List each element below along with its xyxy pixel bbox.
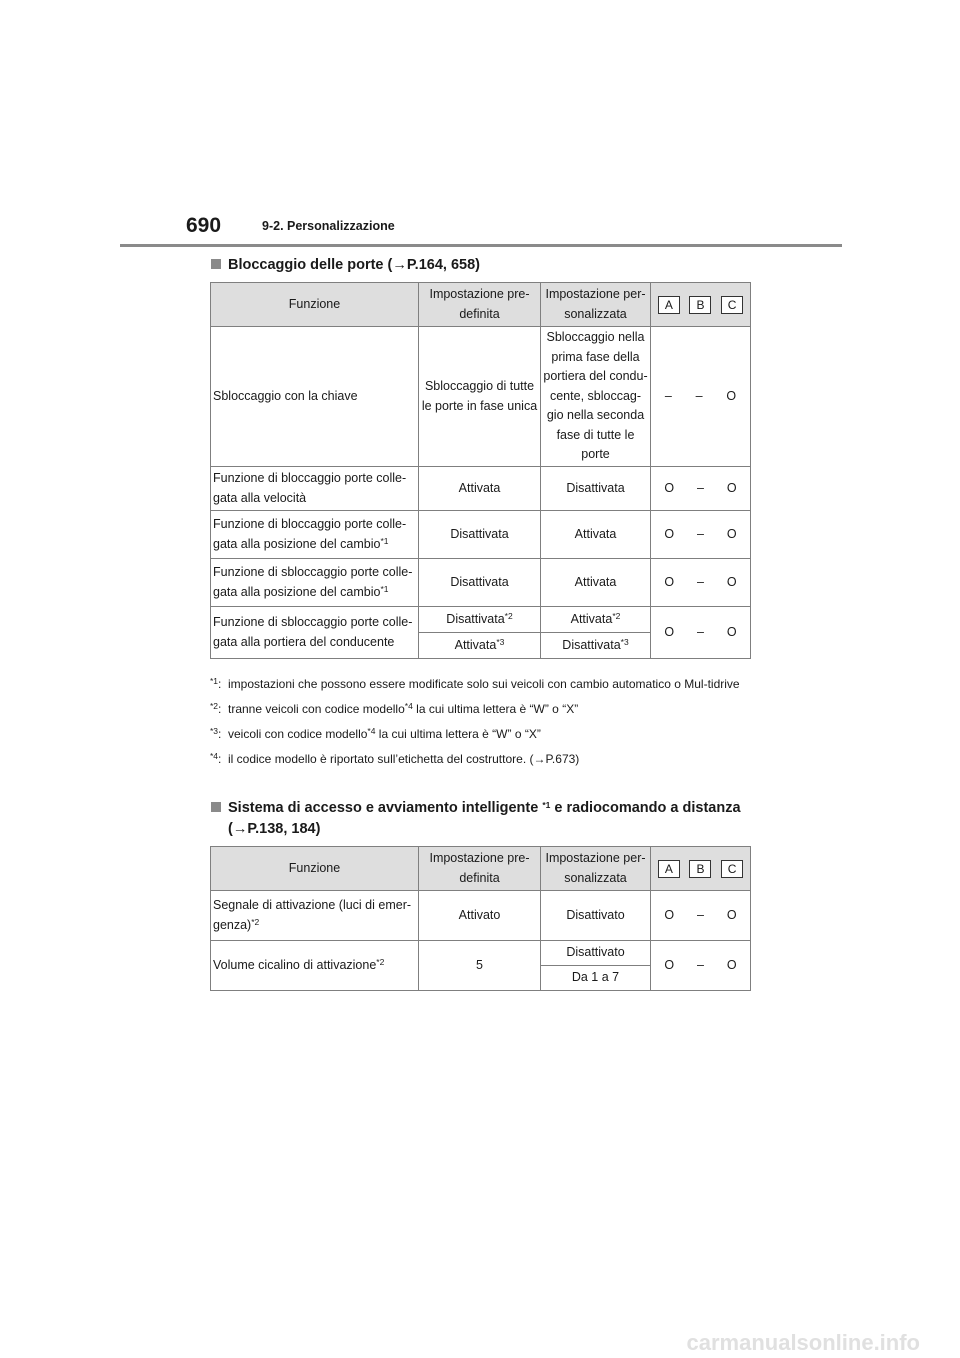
footnote-key: *3 [210,726,219,736]
cell-a: O [664,624,675,639]
chapter-title: 9-2. Personalizzazione [262,219,395,233]
door-lock-table [210,282,751,659]
footnote-ref: *4 [404,701,413,711]
section-heading-smart-entry [211,798,741,840]
table-row [211,511,751,559]
col-header-default: Impostazione pre-definita [419,847,541,891]
cell-default: Attivato [419,891,541,941]
footnote-ref: *2 [376,956,385,967]
section-title-end: e radiocomando a distanza [550,800,741,816]
cell-c: O [726,624,737,639]
section-heading-door-locking [211,255,480,276]
table-row [211,559,751,607]
cell-custom: Da 1 a 7 [541,966,651,991]
col-header-custom: Impostazione per-sonalizzata [541,847,651,891]
cell-default [419,607,541,633]
cell-default: Attivata [419,467,541,511]
footnote-text: il codice modello è riportato sull’etichetta del costruttore. (→P.673) [228,752,580,766]
box-b: B [689,296,711,314]
cell-custom: Disattivato [541,891,651,941]
footnote-key: *1 [210,676,219,686]
smart-entry-table [210,846,751,991]
cell-custom: Attivata [541,511,651,559]
col-header-default: Impostazione pre-definita [419,283,541,327]
cell-abc [651,511,751,559]
col-header-abc [651,847,751,891]
cell-custom: Attivata [541,559,651,607]
cell-custom [541,607,651,633]
table-row [211,327,751,467]
box-b: B [689,860,711,878]
footnote-ref: *1 [380,583,389,594]
footnote-ref: *1 [542,800,551,810]
cell-c: O [726,957,737,972]
cell-a: O [664,574,675,589]
footnote-ref: *2 [504,610,513,621]
cell-abc [651,607,751,659]
box-c: C [721,296,743,314]
cell-c: O [726,574,737,589]
cell-function [211,559,419,607]
cell-b: – [697,957,704,972]
cell-a: O [664,480,675,495]
watermark [0,1330,960,1358]
cell-abc [651,941,751,991]
footnote-text-end: la cui ultima lettera è “W” o “X” [375,727,541,741]
cell-a: – [664,388,672,403]
cell-custom [541,633,651,659]
footnote: $^{*1}$: impostazioni che possono essere modificate solo sui veicoli con cambio automatico o Mul-tidrive [210,676,740,691]
cell-function [211,891,419,941]
cell-function [211,511,419,559]
footnote: $^{*3}$: veicoli con codice modello$^{*4}$ la cui ultima lettera è “W” o “X” [210,726,541,741]
cell-function-text: Volume cicalino di attivazione [213,957,377,972]
section-title: Sistema di accesso e avviamento intelligente [228,800,543,816]
cell-function: Sbloccaggio con la chiave [211,327,419,467]
cell-abc [651,891,751,941]
footnote-ref: *2 [612,610,621,621]
watermark-text: carmanualsonline.info [686,1330,920,1355]
cell-default: Sbloccaggio di tutte le porte in fase unica [419,327,541,467]
col-header-abc [651,283,751,327]
box-a: A [658,296,680,314]
footnote: $^{*2}$: tranne veicoli con codice modello$^{*4}$ la cui ultima lettera è “W” o “X” [210,701,579,716]
col-header-custom: Impostazione per-sonalizzata [541,283,651,327]
square-bullet-icon [211,259,221,269]
section-title: Bloccaggio delle porte (→P.164, 658) [228,257,480,273]
footnote: $^{*4}$: il codice modello è riportato sull’etichetta del costruttore. (→P.673) [210,751,580,766]
cell-custom-text: Disattivata [562,637,621,652]
cell-custom: Disattivata [541,467,651,511]
box-a: A [658,860,680,878]
table-row [211,941,751,966]
cell-b: – [697,574,704,589]
box-c: C [721,860,743,878]
table-row [211,891,751,941]
col-header-function: Funzione [211,283,419,327]
footnote-ref: *1 [380,535,389,546]
cell-function-text: Funzione di sbloccaggio porte colle-gata alla posizione del cambio [213,565,413,599]
footnote-ref: *3 [620,636,629,647]
cell-function: Funzione di sbloccaggio porte colle-gata alla portiera del conducente [211,607,419,659]
cell-function-text: Segnale di attivazione (luci di emer-genza) [213,898,412,932]
cell-c: O [726,480,737,495]
cell-c: O [726,907,737,922]
cell-function-text: Funzione di bloccaggio porte colle-gata alla posizione del cambio [213,517,407,551]
table-row [211,607,751,633]
section-title-line2: (→P.138, 184) [228,821,321,837]
col-header-function: Funzione [211,847,419,891]
cell-default: Disattivata [419,511,541,559]
footnote-ref: *2 [251,916,260,927]
cell-custom: Disattivato [541,941,651,966]
cell-b: – [695,388,703,403]
footnote-key: *4 [210,751,219,761]
footnote-text: impostazioni che possono essere modificate solo sui veicoli con cambio automatico o Mul-tidrive [228,677,740,691]
cell-function [211,941,419,991]
cell-custom-text: Attivata [570,611,613,626]
cell-b: – [697,624,704,639]
cell-default: Disattivata [419,559,541,607]
cell-default-text: Attivata [454,637,497,652]
cell-b: – [697,907,704,922]
footnotes [210,675,755,775]
cell-b: – [697,480,704,495]
cell-a: O [664,907,675,922]
footnote-ref: *4 [367,726,376,736]
cell-abc [651,327,751,467]
cell-function: Funzione di bloccaggio porte colle-gata alla velocità [211,467,419,511]
header-rule [120,244,842,247]
footnote-key: *2 [210,701,219,711]
page-number: 690 [186,214,222,237]
cell-b: – [697,526,704,541]
cell-abc [651,559,751,607]
square-bullet-icon [211,802,221,812]
footnote-text: tranne veicoli con codice modello [228,702,405,716]
cell-custom: Sbloccaggio nella prima fase della portiera del condu-cente, sbloccag-gio nella seconda fase di tutte le porte [541,327,651,467]
table-row [211,467,751,511]
cell-default-text: Disattivata [446,611,505,626]
cell-c: O [726,526,737,541]
cell-c: O [726,388,737,403]
footnote-text-end: la cui ultima lettera è “W” o “X” [412,702,579,716]
footnote-ref: *3 [496,636,505,647]
cell-default [419,633,541,659]
cell-abc [651,467,751,511]
cell-default: 5 [419,941,541,991]
footnote-text: veicoli con codice modello [228,727,368,741]
cell-a: O [664,957,675,972]
cell-a: O [664,526,675,541]
